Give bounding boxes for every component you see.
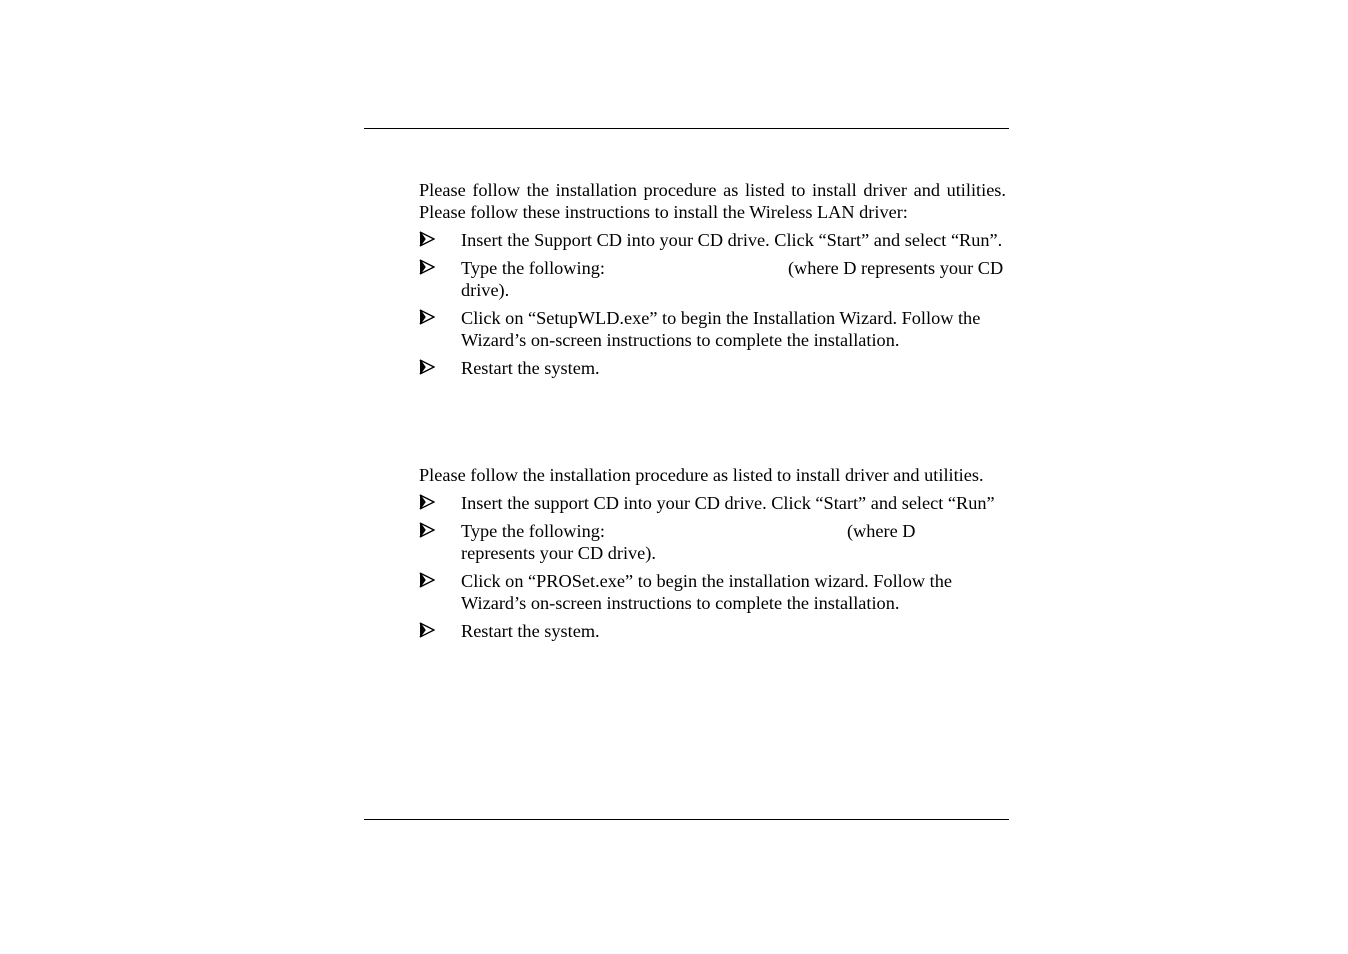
step-text: Restart the system.: [461, 358, 600, 378]
step-text: Type the following:: [461, 258, 605, 278]
arrowhead-bullet-icon: [419, 229, 439, 251]
arrowhead-bullet-icon: [419, 257, 439, 279]
step-text: Restart the system.: [461, 621, 600, 641]
step-text: Insert the Support CD into your CD drive. Click “Start” and select “Run”.: [461, 230, 1003, 250]
list-item: [419, 257, 1006, 301]
step-text: Insert the support CD into your CD drive. Click “Start” and select “Run”: [461, 493, 995, 513]
section-intro: Please follow the installation procedure as listed to install driver and utilities. Please follow these instructions to install the Wireless LAN driver:: [419, 180, 1006, 222]
list-item: [419, 357, 1006, 379]
arrowhead-bullet-icon: [419, 520, 439, 542]
list-item: [419, 520, 1006, 564]
arrowhead-bullet-icon: [419, 492, 439, 514]
step-text: Type the following:: [461, 521, 605, 541]
footer-rule: [364, 819, 1009, 820]
wireless-lan-driver-section: [419, 179, 1006, 385]
step-text-continued: (where D represents your CD drive).: [461, 258, 1004, 300]
install-steps-list: [419, 492, 1006, 642]
arrowhead-bullet-icon: [419, 357, 439, 379]
list-item: [419, 307, 1006, 351]
arrowhead-bullet-icon: [419, 307, 439, 329]
step-text-continued: (where D represents your CD drive).: [461, 521, 916, 563]
section-intro: Please follow the installation procedure as listed to install driver and utilities.: [419, 465, 984, 485]
step-text: Click on “PROSet.exe” to begin the installation wizard. Follow the Wizard’s on-screen instructions to complete the installation.: [461, 571, 952, 613]
step-text: Click on “SetupWLD.exe” to begin the Installation Wizard. Follow the Wizard’s on-screen instructions to complete the installation.: [461, 308, 981, 350]
list-item: [419, 492, 1006, 514]
install-steps-list: [419, 229, 1006, 379]
list-item: [419, 570, 1006, 614]
proset-utility-section: [419, 464, 1006, 648]
arrowhead-bullet-icon: [419, 570, 439, 592]
header-rule: [364, 128, 1009, 129]
list-item: [419, 229, 1006, 251]
arrowhead-bullet-icon: [419, 620, 439, 642]
list-item: [419, 620, 1006, 642]
